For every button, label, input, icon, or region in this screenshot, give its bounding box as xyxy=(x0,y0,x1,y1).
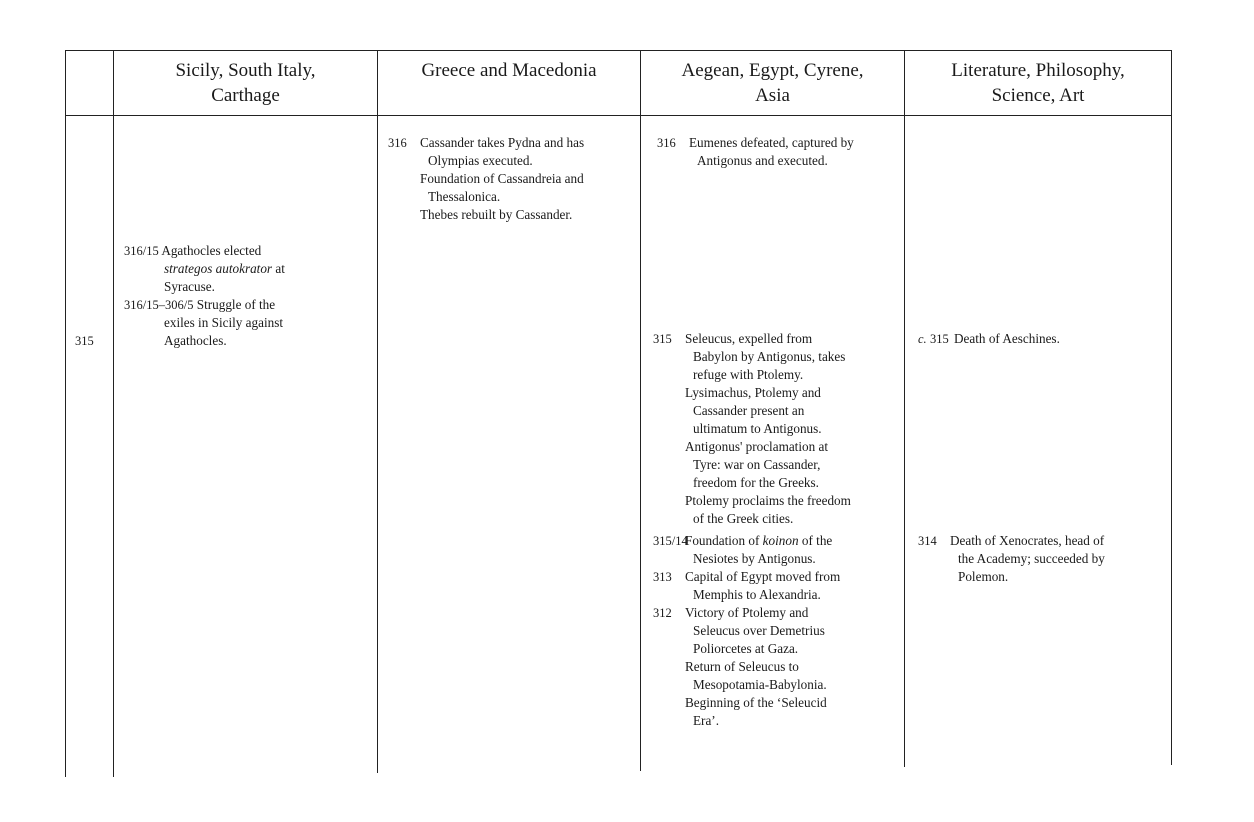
header-bottom-rule xyxy=(65,115,1172,116)
literature-entry-314: 314 Death of Xenocrates, head of the Academy; succeeded by Polemon. xyxy=(918,533,1105,584)
entry-year: 315 xyxy=(929,332,949,346)
entry-year: 316 xyxy=(388,136,407,150)
entry-year: 315 xyxy=(653,332,672,346)
column-divider-5 xyxy=(1171,50,1172,765)
sicily-entry-316-15-306-5: 316/15–306/5 Struggle of the exiles in Sicily against Agathocles. xyxy=(124,297,284,348)
entry-year: 315/14 xyxy=(653,534,688,548)
literature-entry-315: c. 315 Death of Aeschines. xyxy=(918,331,1060,346)
column-header-sicily: Sicily, South Italy, Carthage xyxy=(175,60,316,106)
entry-year: 316 xyxy=(657,136,676,150)
aegean-entry-313: 313 Capital of Egypt moved from Memphis to Alexandria. xyxy=(653,569,841,602)
margin-year: 315 xyxy=(75,334,94,348)
aegean-entry-315: 315 Seleucus, expelled from Babylon by Antigonus, takes refuge with Ptolemy. Lysimachus, Ptolemy and Cassander present an ultimatum to Antigonus. Antigonus' proclamation at Tyre: war on Cassander, freedom for the Greeks. Ptolemy proclaims the freedom of the Greek cities. xyxy=(653,331,851,526)
column-divider-1 xyxy=(113,50,114,777)
sicily-entry-316-15: 316/15 Agathocles elected strategos autokrator at Syracuse. xyxy=(124,243,285,294)
aegean-entry-315-14: 315/14 Foundation of koinon of the Nesiotes by Antigonus. xyxy=(653,533,833,566)
column-divider-0 xyxy=(65,50,66,777)
column-header-literature: Literature, Philosophy, Science, Art xyxy=(951,60,1125,106)
column-header-greece: Greece and Macedonia xyxy=(421,60,597,81)
entry-year: 312 xyxy=(653,606,672,620)
aegean-entry-316: 316 Eumenes defeated, captured by Antigonus and executed. xyxy=(657,135,854,168)
greece-entry-316: 316 Cassander takes Pydna and has Olympias executed. Foundation of Cassandreia and Thessalonica. Thebes rebuilt by Cassander. xyxy=(388,135,585,222)
column-divider-2 xyxy=(377,50,378,773)
entry-year: 316/15 xyxy=(124,244,159,258)
entry-year: 314 xyxy=(918,534,937,548)
entry-year: 316/15–306/5 xyxy=(124,298,194,312)
entry-year: 313 xyxy=(653,570,672,584)
column-divider-3 xyxy=(640,50,641,771)
column-header-aegean: Aegean, Egypt, Cyrene, Asia xyxy=(681,60,864,106)
column-divider-4 xyxy=(904,50,905,767)
table-top-rule xyxy=(65,50,1172,51)
aegean-entry-312: 312 Victory of Ptolemy and Seleucus over Demetrius Poliorcetes at Gaza. Return of Seleucus to Mesopotamia-Babylonia. Beginning of the ‘Seleucid Era’. xyxy=(653,605,827,728)
